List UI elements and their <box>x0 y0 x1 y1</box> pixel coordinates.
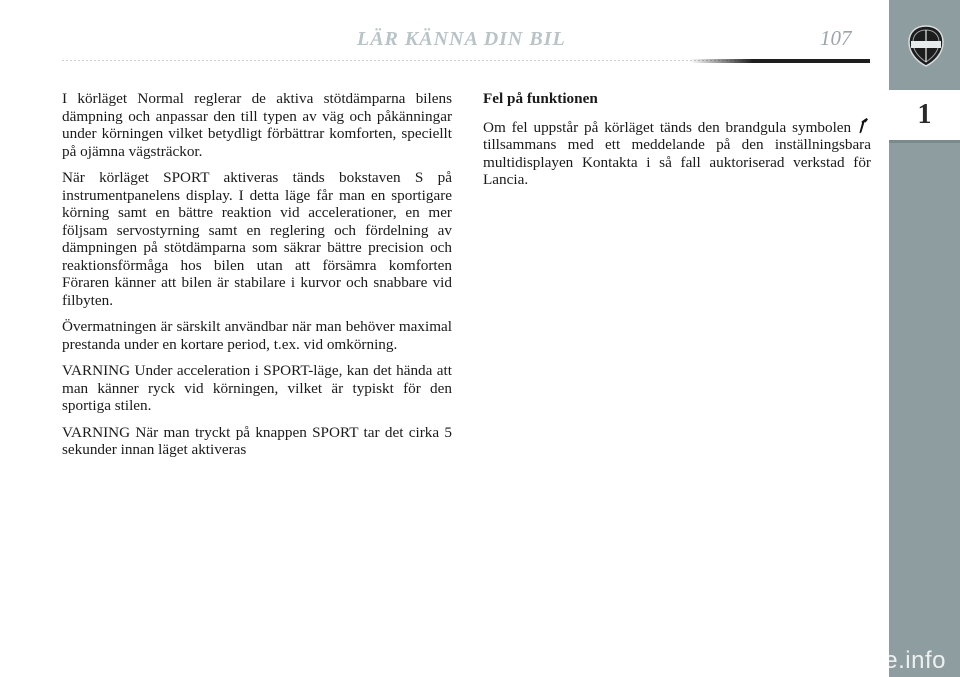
page-number: 107 <box>820 26 852 50</box>
warning-wrench-icon <box>859 117 869 135</box>
paragraph-sport-mode: När körläget SPORT aktiveras tänds bokstaven S på instrumentpanelens display. I detta läge får man en sportigare körning samt en bättre reaktion vid accelerationer, en mer följsam servostyrning samt en reglering och fördelning av dämpningen på stötdämparna som säkrar bättre precision och reaktionsförmåga hos bilen utan att försämra komforten Föraren känner att bilen är stabilare i kurvor och snabbare vid filbyten. <box>62 169 452 309</box>
section-heading: Fel på funktionen <box>483 90 598 107</box>
paragraph-fault <box>483 117 871 189</box>
left-column <box>62 90 452 468</box>
fault-text-after-symbol: tillsammans med ett meddelande på den inställningsbara multidisplayen Kontakta i så fall auktoriserad verkstad för Lancia. <box>483 136 871 188</box>
paragraph-normal-mode: I körläget Normal reglerar de aktiva stötdämparna bilens dämpning och anpassar den till typen av väg och påkänningar under körningen vilket betydligt förbättrar komforten, speciellt på ojämna vägsträckor. <box>62 90 452 160</box>
paragraph-warning-acceleration: VARNING Under acceleration i SPORT-läge, kan det hända att man känner ryck vid körningen, vilket är typiskt för den sportiga stilen. <box>62 362 452 414</box>
lancia-shield-icon <box>906 24 946 68</box>
watermark: carmanualsonline.info <box>702 647 946 674</box>
paragraph-overboost: Övermatningen är särskilt användbar när man behöver maximal prestanda under en kortare period, t.ex. vid omkörning. <box>62 318 452 353</box>
paragraph-warning-activation: VARNING När man tryckt på knappen SPORT tar det cirka 5 sekunder innan läget aktiveras <box>62 423 452 458</box>
running-header-title: LÄR KÄNNA DIN BIL <box>357 28 566 50</box>
chapter-tab[interactable]: 1 <box>889 90 960 143</box>
header-rule-accent <box>690 59 870 63</box>
right-column <box>483 90 871 198</box>
fault-text-before-symbol: Om fel uppstår på körläget tänds den brandgula symbolen <box>483 118 852 136</box>
